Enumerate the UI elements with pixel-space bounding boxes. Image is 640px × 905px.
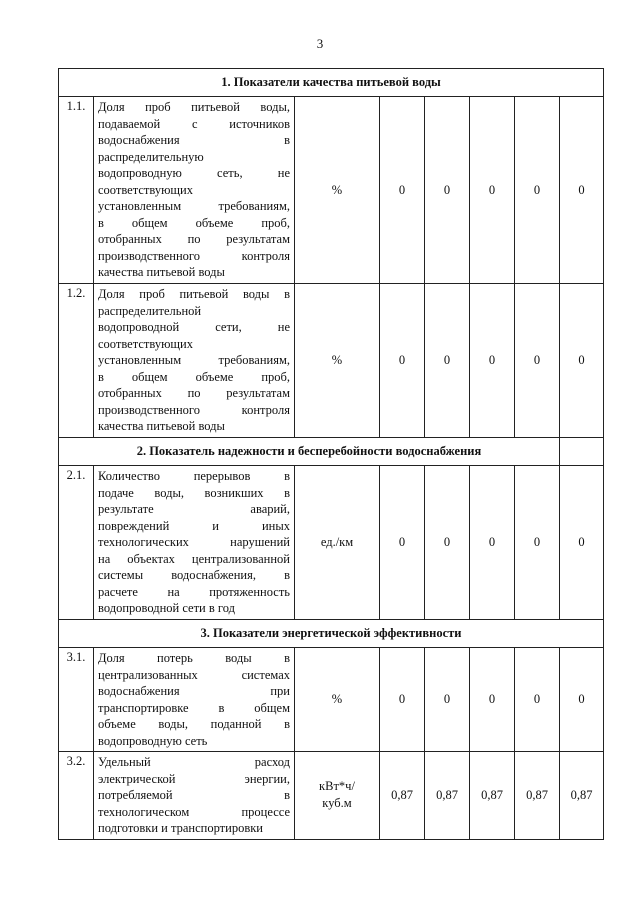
description-line: водопроводной сети, не <box>98 320 290 334</box>
row-number: 3.1. <box>59 648 94 752</box>
description-line: соответствующих <box>98 182 193 197</box>
description-line: потребляемой в <box>98 788 290 802</box>
table-row <box>59 97 604 284</box>
value-cell: 0,87 <box>380 752 425 840</box>
value-cell: 0 <box>515 648 560 752</box>
value-cell: 0 <box>425 97 470 284</box>
indicator-description <box>94 752 295 840</box>
description-line: технологическом процессе <box>98 804 290 819</box>
value-cell: 0,87 <box>560 752 604 840</box>
indicator-description <box>94 466 295 620</box>
section-header-row <box>59 69 604 97</box>
description-line: на объектах централизованной <box>98 551 290 566</box>
description-line: Удельный расход <box>98 755 290 769</box>
section-title: 2. Показатель надежности и бесперебойности водоснабжения <box>59 438 560 466</box>
description-line: подаче воды, возникших в <box>98 485 290 500</box>
description-line: транспортировке в общем <box>98 700 290 715</box>
description-line: водопроводную сеть <box>98 733 208 748</box>
table-row <box>59 648 604 752</box>
description-line: электрической энергии, <box>98 771 290 786</box>
table-row <box>59 466 604 620</box>
empty-cell <box>560 438 604 466</box>
description-line: отобранных по результатам <box>98 386 290 400</box>
unit-cell: % <box>295 97 380 284</box>
row-number: 3.2. <box>59 752 94 840</box>
description-line: Количество перерывов в <box>98 469 290 483</box>
unit-cell: % <box>295 284 380 438</box>
page-number: 3 <box>316 36 324 51</box>
description-line: отобранных по результатам <box>98 232 290 246</box>
description-line: технологических нарушений <box>98 535 290 549</box>
description-line: подготовки и транспортировки <box>98 821 263 835</box>
value-cell: 0,87 <box>470 752 515 840</box>
description-line: Доля проб питьевой воды в <box>98 287 290 301</box>
indicator-description <box>94 648 295 752</box>
description-line: соответствующих <box>98 336 193 351</box>
description-line: расчете на протяженность <box>98 584 290 599</box>
description-line: результате аварий, <box>98 502 290 516</box>
unit-cell: % <box>295 648 380 752</box>
value-cell: 0 <box>380 97 425 284</box>
value-cell: 0 <box>425 648 470 752</box>
table-row <box>59 752 604 840</box>
value-cell: 0 <box>560 648 604 752</box>
indicators-table <box>58 68 604 840</box>
description-line: водопроводную сеть, не <box>98 166 290 180</box>
unit-cell: кВт*ч/ куб.м <box>295 752 380 840</box>
description-line: подаваемой с источников <box>98 116 290 131</box>
description-line: Доля потерь воды в <box>98 651 290 665</box>
description-line: повреждений и иных <box>98 518 290 533</box>
value-cell: 0 <box>560 284 604 438</box>
table-row <box>59 284 604 438</box>
table-body <box>59 69 604 840</box>
description-line: водопроводной сети в год <box>98 601 235 615</box>
row-number: 1.2. <box>59 284 94 438</box>
section-title: 3. Показатели энергетической эффективности <box>59 620 604 648</box>
description-line: установленным требованиям, <box>98 199 290 213</box>
value-cell: 0 <box>470 284 515 438</box>
value-cell: 0 <box>380 284 425 438</box>
description-line: качества питьевой воды <box>98 419 225 433</box>
description-line: системы водоснабжения, в <box>98 568 290 582</box>
section-header-row <box>59 438 604 466</box>
description-line: в общем объеме проб, <box>98 215 290 230</box>
value-cell: 0 <box>470 97 515 284</box>
description-line: централизованных системах <box>98 667 290 682</box>
row-number: 1.1. <box>59 97 94 284</box>
unit-cell: ед./км <box>295 466 380 620</box>
value-cell: 0 <box>425 284 470 438</box>
description-line: производственного контроля <box>98 402 290 417</box>
section-title: 1. Показатели качества питьевой воды <box>59 69 604 97</box>
value-cell: 0 <box>560 466 604 620</box>
indicator-description <box>94 284 295 438</box>
description-line: качества питьевой воды <box>98 265 225 279</box>
value-cell: 0 <box>380 466 425 620</box>
value-cell: 0 <box>380 648 425 752</box>
description-line: распределительную <box>98 149 204 164</box>
value-cell: 0 <box>425 466 470 620</box>
section-header-row <box>59 620 604 648</box>
description-line: производственного контроля <box>98 248 290 263</box>
description-line: водоснабжения при <box>98 684 290 698</box>
description-line: водоснабжения в <box>98 133 290 147</box>
description-line: в общем объеме проб, <box>98 369 290 384</box>
value-cell: 0 <box>515 97 560 284</box>
value-cell: 0 <box>470 466 515 620</box>
value-cell: 0 <box>515 284 560 438</box>
value-cell: 0,87 <box>425 752 470 840</box>
description-line: объеме воды, поданной в <box>98 717 290 731</box>
value-cell: 0 <box>470 648 515 752</box>
value-cell: 0 <box>560 97 604 284</box>
indicator-description <box>94 97 295 284</box>
value-cell: 0,87 <box>515 752 560 840</box>
description-line: Доля проб питьевой воды, <box>98 100 290 114</box>
value-cell: 0 <box>515 466 560 620</box>
description-line: распределительной <box>98 303 202 318</box>
description-line: установленным требованиям, <box>98 353 290 367</box>
row-number: 2.1. <box>59 466 94 620</box>
